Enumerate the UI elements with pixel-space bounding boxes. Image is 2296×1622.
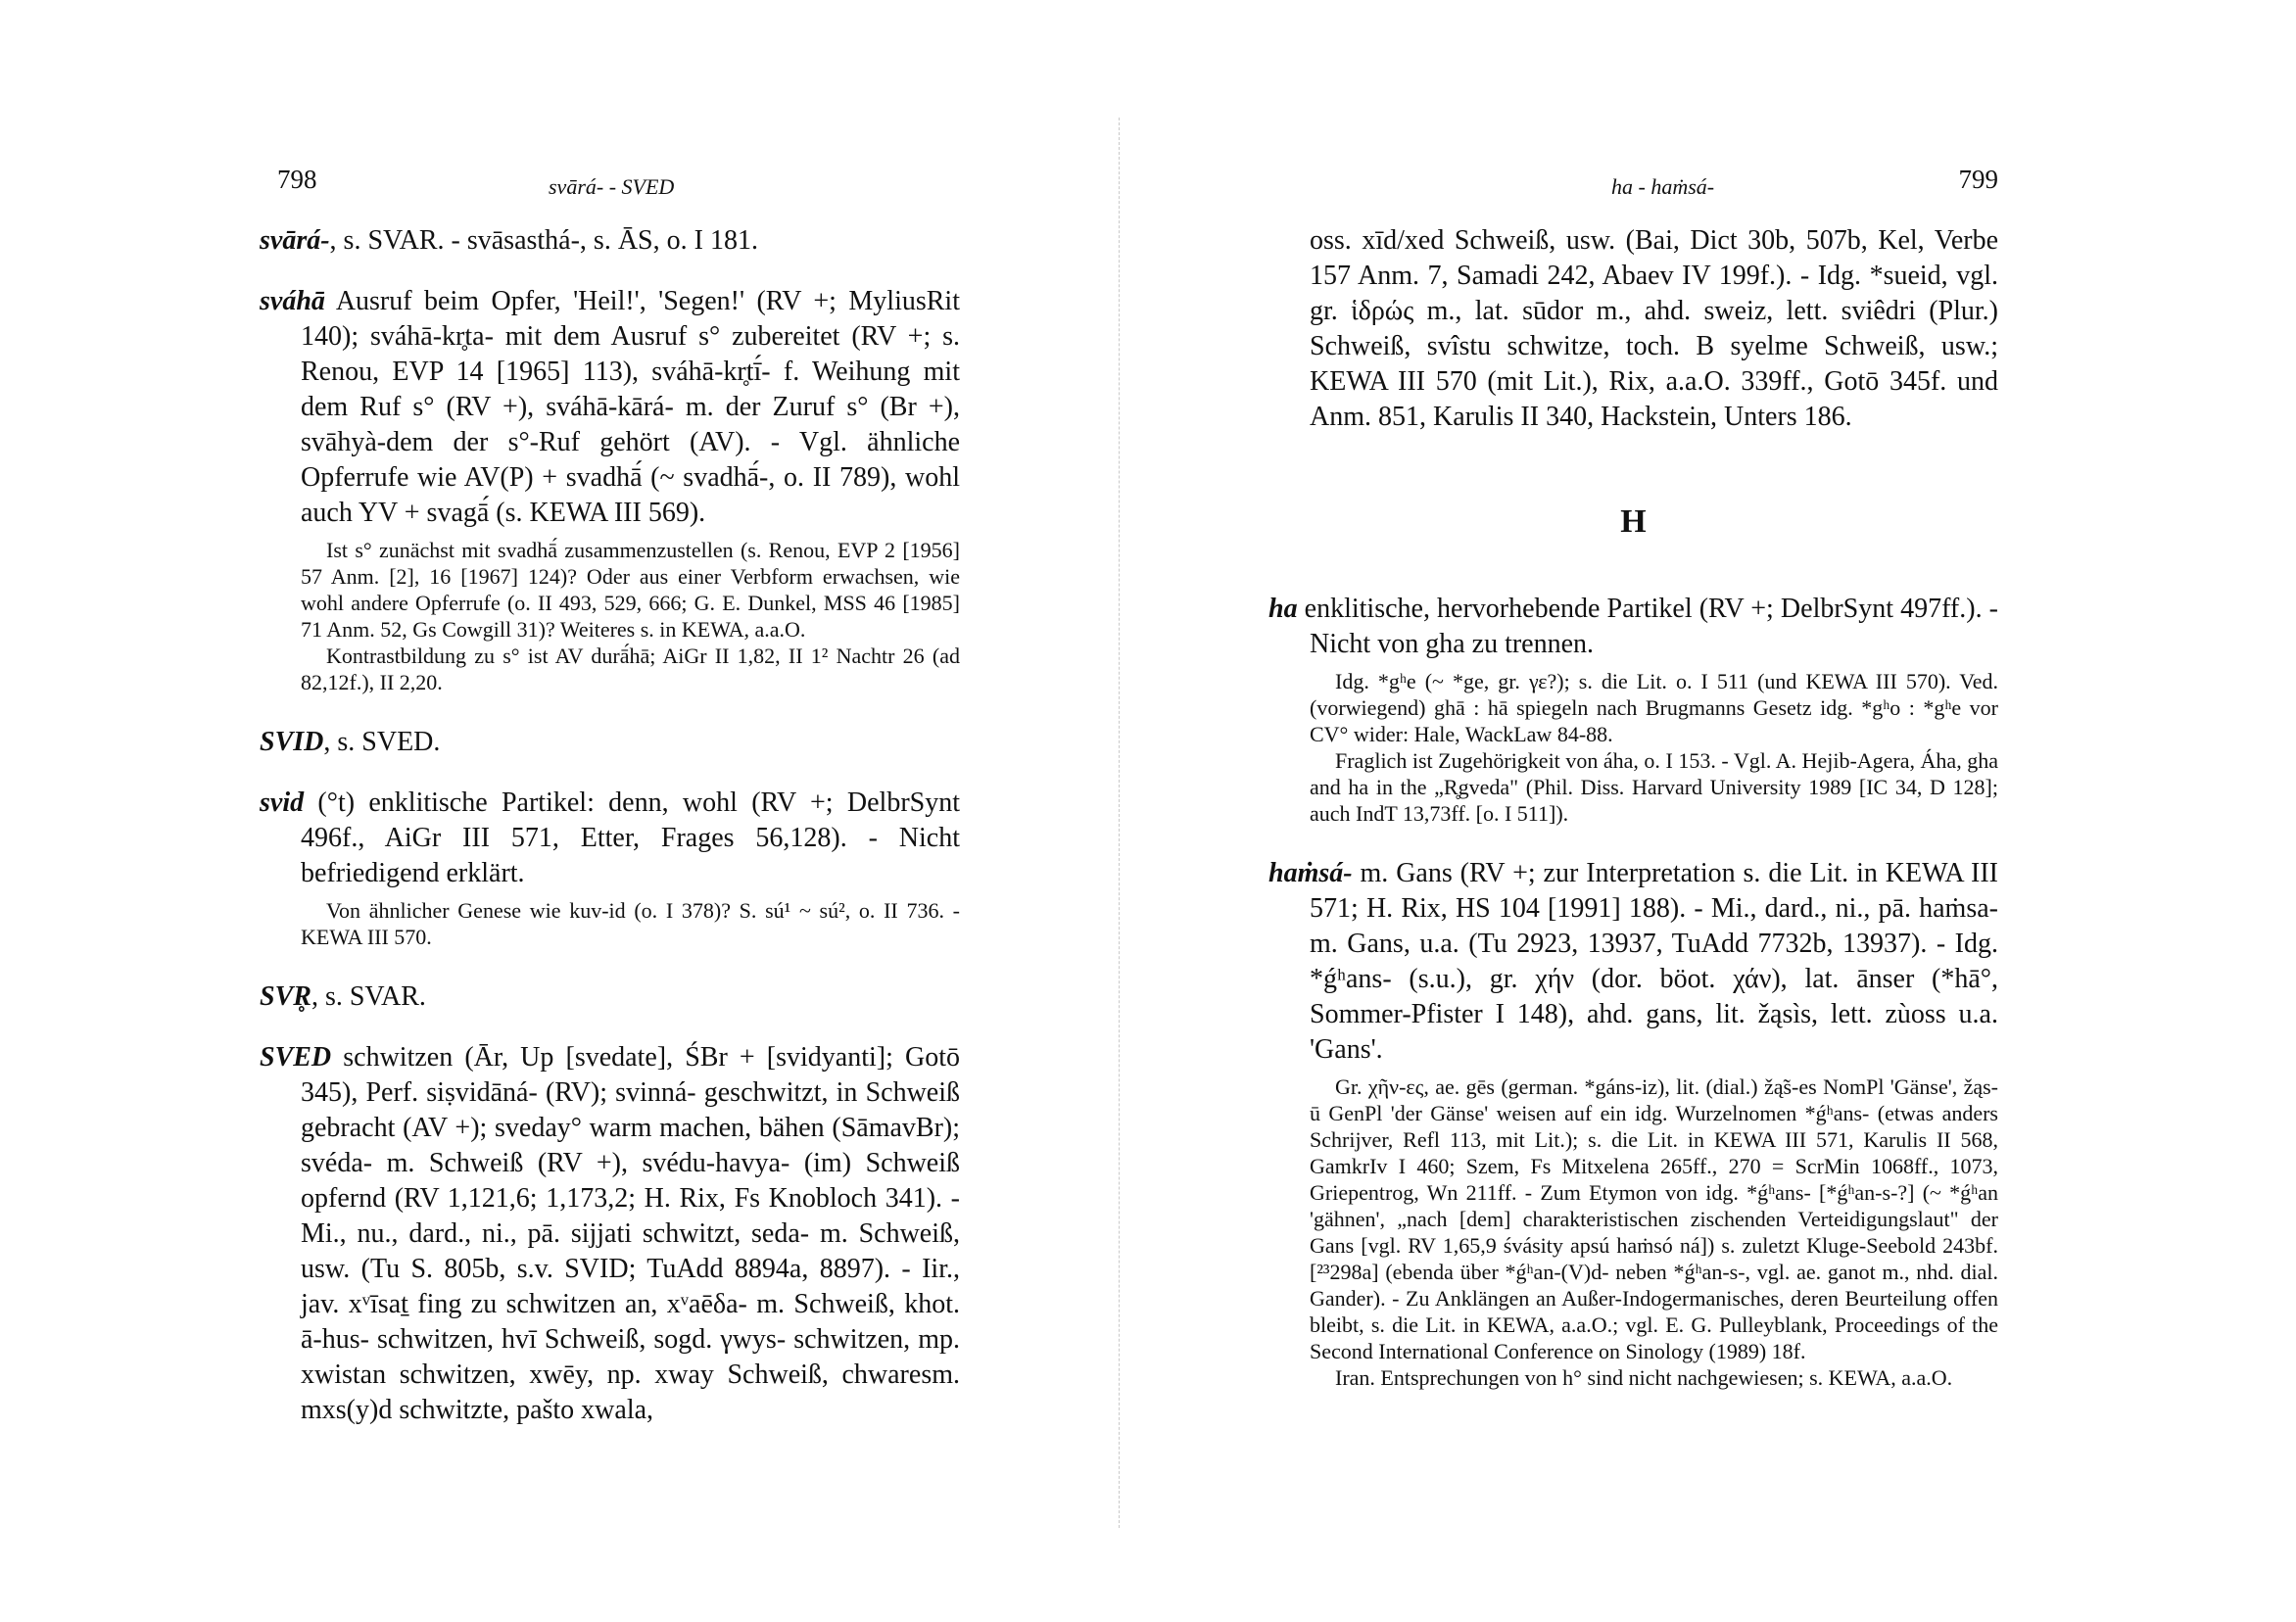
entry-text: (°t) enklitische Partikel: denn, wohl (RV +; DelbrSynt 496f., AiGr III 571, Etter, Frages 56,128). - Nicht befriedigend erklärt. (301, 787, 960, 888)
note-text: Iran. Entsprechungen von h° sind nicht nachgewiesen; s. KEWA, a.a.O. (1335, 1365, 1953, 1390)
lemma: SVR̥ (260, 981, 311, 1012)
left-header (250, 165, 980, 204)
entry-text: schwitzen (Ār, Up [svedate], ŚBr + [svidyanti]; Gotō 345), Perf. siṣvidāná- (RV); svinná- geschwitzt, in Schweiß gebracht (AV +); sveday° warm machen, bähen (SāmavBr); svéda- m. Schweiß (RV +), svédu-havya- (im) Schweiß opfernd (RV 1,121,6; 1,173,2; H. Rix, Fs Knobloch 341). - Mi., nu., dard., ni., pā. sijjati schwitzt, seda- m. Schweiß, usw. (Tu S. 805b, s.v. SVID; TuAdd 8894a, 8897). - Iir., jav. xᵛīsaṯ fing zu schwitzen an, xᵛaēδa- m. Schweiß, khot. ā-hus- schwitzen, hvī Schweiß, sogd. γwys- schwitzen, mp. xwistan schwitzen, xwēy, np. xway Schweiß, chwaresm. mxs(y)d schwitzte, pašto xwala, (301, 1042, 960, 1425)
left-page (250, 0, 980, 1622)
right-page-number: 799 (1958, 165, 1998, 194)
note-svid (301, 897, 960, 950)
entry-text: Ausruf beim Opfer, 'Heil!', 'Segen!' (RV +; MyliusRit 140); sváhā-kr̥ta- mit dem Ausruf s° zubereitet (RV +; s. Renou, EVP 14 [1965] 113), sváhā-kr̥tī́- f. Weihung mit dem Ruf s° (RV +), sváhā-kārá- m. der Zuruf s° (Br +), svāhyà-dem der s°-Ruf gehört (AV). - Vgl. ähnliche Opferrufe wie AV(P) + svadhā́ (~ svadhā́-, o. II 789), wohl auch YV + svagā́ (s. KEWA III 569). (301, 286, 960, 528)
left-page-number: 798 (277, 165, 317, 194)
entry-text: , s. SVAR. - svāsasthá-, s. ĀS, o. I 181. (329, 225, 758, 256)
note-text: Kontrastbildung zu s° ist AV durā́hā; AiGr II 1,82, II 1² Nachtr 26 (ad 82,12f.), II 2,20. (301, 644, 960, 694)
entry-svaha (260, 284, 960, 531)
note-text: Gr. χῆν-ες, ae. gēs (german. *gáns-iz), lit. (dial.) žą̃s-es NomPl 'Gänse', žąs-ū GenPl 'der Gänse' weisen auf ein idg. Wurzelnomen *ǵʰans- (etwas anders Schrijver, Refl 113, mit Lit.); s. die Lit. in KEWA III 571, Karulis II 568, GamkrIv I 460; Szem, Fs Mitxelena 265ff., 270 = ScrMin 1068ff., 1073, Griepentrog, Wn 211ff. - Zum Etymon von idg. *ǵʰans- [*ǵʰan-s-?] (~ *ǵʰan 'gähnen', „nach [dem] charakteristischen zischenden Verteidigungslaut" der Gans [vgl. RV 1,65,9 śvásity apsú haṁsó ná]) s. zuletzt Kluge-Seebold 243bf. [²³298a] (ebenda über *ǵʰan-(V)d- neben *ǵʰan-s-, vgl. ae. ganot m., nhd. dial. Gander). - Zu Anklängen an Außer-Indogermanisches, deren Beurteilung offen bleibt, s. die Lit. in KEWA, a.a.O.; vgl. E. G. Pulleyblank, Proceedings of the Second International Conference on Sinology (1989) 18f. (1310, 1074, 1998, 1363)
lemma: svid (260, 787, 305, 818)
right-header (1268, 165, 1998, 204)
note-hamsa (1310, 1073, 1998, 1391)
entry-text: , s. SVAR. (311, 981, 426, 1012)
note-text: Fraglich ist Zugehörigkeit von áha, o. I 153. - Vgl. A. Hejib-Agera, Áha, gha and ha in the „R̥gveda" (Phil. Diss. Harvard University 1989 [IC 34, D 128]; auch IndT 13,73ff. [o. I 511]). (1310, 748, 1998, 826)
lemma: SVED (260, 1042, 332, 1073)
section-letter: H (1620, 503, 1647, 540)
entry-text: enklitische, hervorhebende Partikel (RV +; DelbrSynt 497ff.). - Nicht von gha zu trennen. (1297, 594, 1998, 659)
entry-sved (260, 1040, 960, 1428)
sved-continuation: oss. xīd/xed Schweiß, usw. (Bai, Dict 30b, 507b, Kel, Verbe 157 Anm. 7, Samadi 242, Abaev IV 199f.). - Idg. *sueid, vgl. gr. ἱδρώς m., lat. sūdor m., ahd. sweiz, lett. sviêdri (Plur.) Schweiß, svîstu schwitze, toch. B syelme Schweiß, usw.; KEWA III 570 (mit Lit.), Rix, a.a.O. 339ff., Gotō 345f. und Anm. 851, Karulis II 340, Hackstein, Unters 186. (1310, 225, 1998, 432)
lemma: haṁsá- (1268, 858, 1353, 888)
entry-svr (260, 979, 960, 1015)
entry-hamsa (1268, 856, 1998, 1068)
page-gutter (1119, 118, 1120, 1528)
note-text: Von ähnlicher Genese wie kuv-id (o. I 378)? S. sú¹ ~ sú², o. II 736. - KEWA III 570. (301, 898, 960, 949)
entry-ha (1268, 592, 1998, 662)
lemma: svārá- (260, 225, 330, 256)
entry-text: m. Gans (RV +; zur Interpretation s. die Lit. in KEWA III 571; H. Rix, HS 104 [1991] 188). - Mi., dard., ni., pā. haṁsa- m. Gans, u.a. (Tu 2923, 13937, TuAdd 7732b, 13937). - Idg. *ǵʰans- (s.u.), gr. χήν (dor. böot. χάν), lat. ānser (*hā°, Sommer-Pfister I 148), ahd. gans, lit. žąsìs, lett. zùoss u.a. 'Gans'. (1310, 858, 1998, 1065)
entry-svid-root (260, 725, 960, 760)
lemma: ha (1268, 594, 1298, 624)
left-running-head: svārá- - SVED (549, 174, 675, 199)
right-content (1268, 223, 1998, 1420)
entry-text: , s. SVED. (323, 727, 441, 757)
entry-svid-particle (260, 786, 960, 891)
left-content (260, 223, 960, 1454)
note-text: Idg. *gʰe (~ *ge, gr. γε?); s. die Lit. o. I 511 (und KEWA III 570). Ved. (vorwiegend) ghā : hā spiegeln nach Brugmanns Gesetz idg. *gʰo : *gʰe vor CV° wider: Hale, WackLaw 84-88. (1310, 669, 1998, 746)
lemma: sváhā (260, 286, 325, 316)
right-running-head: ha - haṁsá- (1611, 174, 1715, 199)
note-svaha (301, 537, 960, 695)
lemma: SVID (260, 727, 324, 757)
note-text: Ist s° zunächst mit svadhā́ zusammenzustellen (s. Renou, EVP 2 [1956] 57 Anm. [2], 16 [1967] 124)? Oder aus einer Verbform erwachsen, wie wohl andere Opferrufe (o. II 493, 529, 666; G. E. Dunkel, MSS 46 [1985] 71 Anm. 52, Gs Cowgill 31)? Weiteres s. in KEWA, a.a.O. (301, 538, 960, 642)
entry-svara (260, 223, 960, 259)
right-page (1268, 0, 1998, 1622)
note-ha (1310, 668, 1998, 827)
